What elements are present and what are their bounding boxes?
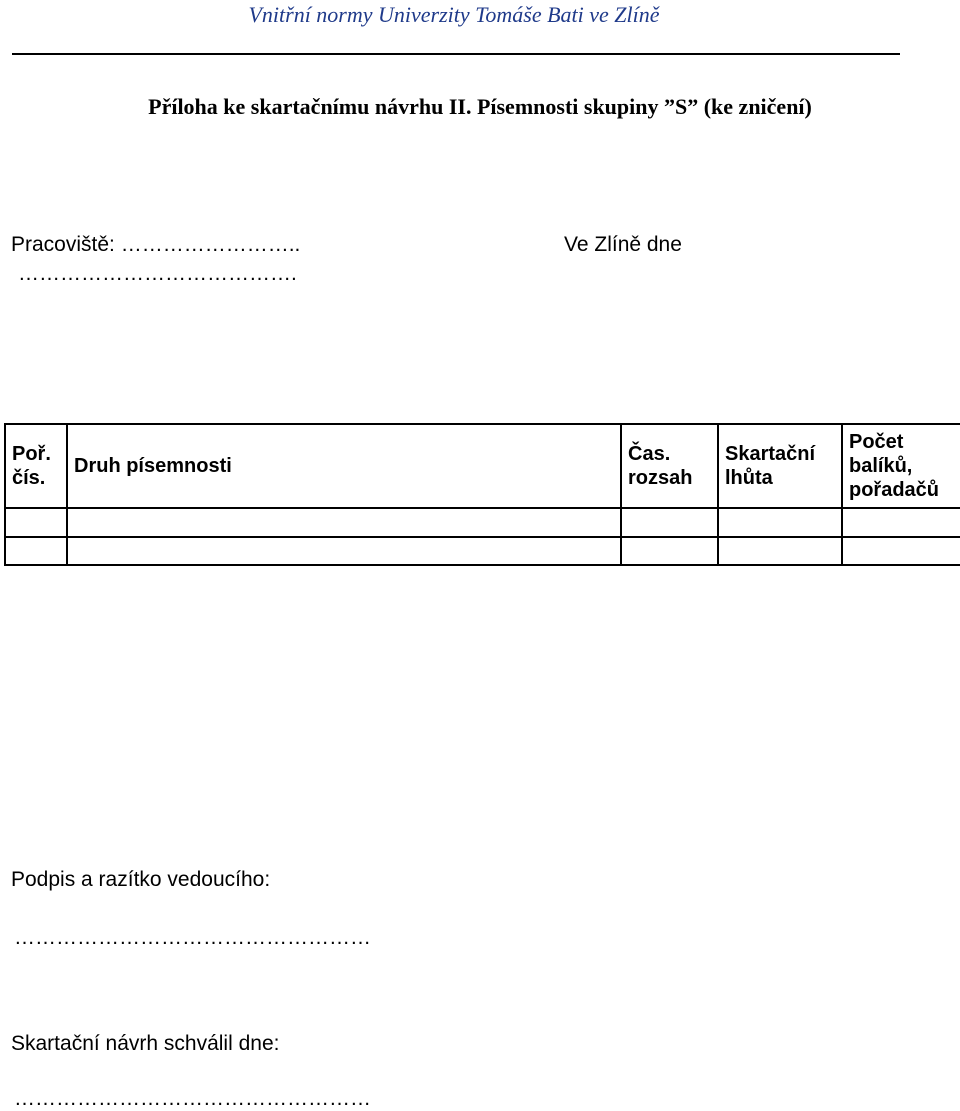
- shredding-table: [4, 423, 960, 566]
- header-order-number: [5, 424, 67, 508]
- header-document-type-line1: Druh písemnosti: [74, 455, 232, 477]
- approval-fill-line: ……………………………………………: [14, 1087, 371, 1110]
- table-cell[interactable]: [718, 537, 842, 565]
- header-order-number-line2: čís.: [12, 467, 46, 489]
- table-row: [5, 537, 960, 565]
- table-cell[interactable]: [5, 537, 67, 565]
- header-retention-period-line1: Skartační: [725, 443, 816, 465]
- header-divider: [12, 53, 900, 55]
- table-cell[interactable]: [5, 508, 67, 537]
- header-title: Vnitřní normy Univerzity Tomáše Bati ve Zlíně: [248, 2, 660, 27]
- table-cell[interactable]: [621, 537, 718, 565]
- table-cell[interactable]: [67, 537, 621, 565]
- table-cell[interactable]: [67, 508, 621, 537]
- city-date-label: Ve Zlíně dne: [564, 233, 682, 256]
- header-package-count-line3: pořadačů: [849, 479, 940, 501]
- table-row: [5, 508, 960, 537]
- header-time-range-line1: Čas.: [628, 443, 671, 465]
- approval-label: Skartační návrh schválil dne:: [11, 1032, 280, 1055]
- header-package-count-line1: Počet: [849, 431, 904, 453]
- header-package-count: [842, 424, 960, 508]
- table-cell[interactable]: [621, 508, 718, 537]
- table-cell[interactable]: [842, 508, 960, 537]
- table-cell[interactable]: [718, 508, 842, 537]
- workplace-fill-line: ………………………………….: [18, 262, 297, 285]
- header-time-range-line2: rozsah: [628, 467, 693, 489]
- header-document-type: [67, 424, 621, 508]
- header-retention-period-line2: lhůta: [725, 467, 773, 489]
- header-time-range: [621, 424, 718, 508]
- signature-label: Podpis a razítko vedoucího:: [11, 868, 271, 891]
- workplace-label: Pracoviště: ……………………..: [11, 233, 301, 256]
- header-package-count-line2: balíků,: [849, 455, 913, 477]
- table-header-row: [5, 424, 960, 508]
- table-cell[interactable]: [842, 537, 960, 565]
- document-title: Příloha ke skartačnímu návrhu II. Písemnosti skupiny ”S” (ke zničení): [148, 94, 812, 119]
- signature-fill-line: ……………………………………………: [14, 926, 371, 949]
- header-order-number-line1: Poř.: [12, 443, 51, 465]
- header-retention-period: [718, 424, 842, 508]
